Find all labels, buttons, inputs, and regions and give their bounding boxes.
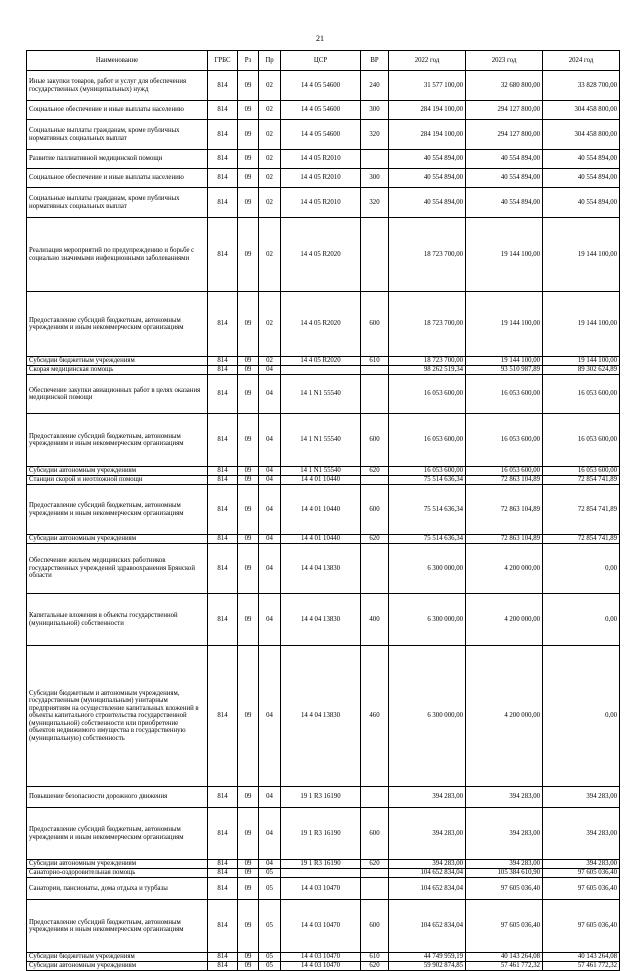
table-row — [27, 900, 620, 953]
cell-name: Субсидии автономным учреждениям — [27, 467, 208, 476]
table-row — [27, 878, 620, 900]
cell-csr: 14 1 N1 55540 — [281, 414, 361, 467]
cell-rz: 09 — [238, 646, 259, 787]
table-row — [27, 467, 620, 476]
cell-grbs: 814 — [208, 485, 238, 535]
cell-pr: 04 — [259, 535, 281, 544]
header-csr: ЦСР — [281, 51, 361, 71]
cell-pr: 04 — [259, 544, 281, 594]
cell-2023: 32 680 800,00 — [466, 71, 543, 101]
cell-name: Предоставление субсидий бюджетным, автономным учреждениям и иным некоммерческим организациям — [27, 808, 208, 860]
cell-pr: 04 — [259, 375, 281, 414]
cell-name: Обеспечение закупки авиационных работ в целях оказания медицинской помощи — [27, 375, 208, 414]
cell-grbs: 814 — [208, 218, 238, 292]
cell-rz: 09 — [238, 808, 259, 860]
cell-rz: 09 — [238, 476, 259, 485]
cell-2024: 304 458 800,00 — [543, 101, 620, 120]
table-row — [27, 188, 620, 218]
cell-grbs: 814 — [208, 535, 238, 544]
cell-2023: 97 605 036,40 — [466, 900, 543, 953]
cell-vr — [361, 375, 389, 414]
cell-2022: 394 283,00 — [389, 808, 466, 860]
cell-vr: 600 — [361, 414, 389, 467]
cell-2022: 6 300 000,00 — [389, 646, 466, 787]
cell-grbs: 814 — [208, 869, 238, 878]
cell-grbs: 814 — [208, 357, 238, 366]
cell-2023: 16 053 600,00 — [466, 467, 543, 476]
cell-rz: 09 — [238, 962, 259, 971]
cell-2023: 93 510 987,89 — [466, 366, 543, 375]
cell-vr: 600 — [361, 292, 389, 357]
table-row — [27, 535, 620, 544]
cell-rz: 09 — [238, 544, 259, 594]
cell-2024: 19 144 100,00 — [543, 357, 620, 366]
cell-csr: 14 1 N1 55540 — [281, 375, 361, 414]
cell-name: Социальное обеспечение и иные выплаты населению — [27, 101, 208, 120]
header-2023: 2023 год — [466, 51, 543, 71]
cell-2022: 40 554 894,00 — [389, 169, 466, 188]
cell-grbs: 814 — [208, 787, 238, 808]
cell-rz: 09 — [238, 120, 259, 150]
header-name: Наименование — [27, 51, 208, 71]
cell-2024: 16 053 600,00 — [543, 375, 620, 414]
cell-csr: 14 4 03 10470 — [281, 962, 361, 971]
budget-table — [26, 50, 620, 971]
cell-name: Субсидии автономным учреждениям — [27, 962, 208, 971]
cell-2023: 394 283,00 — [466, 787, 543, 808]
cell-csr — [281, 869, 361, 878]
cell-vr — [361, 787, 389, 808]
cell-csr: 14 4 05 54600 — [281, 71, 361, 101]
cell-vr: 300 — [361, 169, 389, 188]
cell-2023: 4 200 000,00 — [466, 646, 543, 787]
cell-rz: 09 — [238, 787, 259, 808]
cell-pr: 04 — [259, 646, 281, 787]
table-row — [27, 375, 620, 414]
cell-rz: 09 — [238, 414, 259, 467]
cell-name: Обеспечение жильем медицинских работников государственных учреждений здравоохранения Брянской области — [27, 544, 208, 594]
table-row — [27, 71, 620, 101]
cell-vr — [361, 544, 389, 594]
cell-pr: 04 — [259, 467, 281, 476]
cell-pr: 02 — [259, 71, 281, 101]
cell-pr: 04 — [259, 366, 281, 375]
header-rz: Рз — [238, 51, 259, 71]
cell-2024: 72 854 741,89 — [543, 485, 620, 535]
cell-2024: 33 828 700,00 — [543, 71, 620, 101]
cell-2024: 0,00 — [543, 594, 620, 646]
cell-2024: 394 283,00 — [543, 860, 620, 869]
cell-csr: 14 4 03 10470 — [281, 878, 361, 900]
cell-2023: 394 283,00 — [466, 808, 543, 860]
cell-rz: 09 — [238, 878, 259, 900]
cell-vr: 600 — [361, 485, 389, 535]
cell-2023: 16 053 600,00 — [466, 414, 543, 467]
cell-csr: 14 4 05 R2020 — [281, 218, 361, 292]
cell-rz: 09 — [238, 292, 259, 357]
cell-2024: 40 554 894,00 — [543, 150, 620, 169]
cell-name: Социальные выплаты гражданам, кроме публичных нормативных социальных выплат — [27, 120, 208, 150]
header-2022: 2022 год — [389, 51, 466, 71]
cell-vr: 620 — [361, 535, 389, 544]
cell-vr: 320 — [361, 120, 389, 150]
cell-2024: 72 854 741,89 — [543, 535, 620, 544]
cell-name: Предоставление субсидий бюджетным, автономным учреждениям и иным некоммерческим организациям — [27, 292, 208, 357]
cell-grbs: 814 — [208, 594, 238, 646]
cell-vr: 320 — [361, 188, 389, 218]
cell-vr: 610 — [361, 953, 389, 962]
cell-vr — [361, 869, 389, 878]
cell-grbs: 814 — [208, 375, 238, 414]
cell-vr — [361, 150, 389, 169]
cell-pr: 05 — [259, 900, 281, 953]
cell-2024: 19 144 100,00 — [543, 292, 620, 357]
cell-pr: 05 — [259, 869, 281, 878]
cell-name: Развитие паллиативной медицинской помощи — [27, 150, 208, 169]
header-vr: ВР — [361, 51, 389, 71]
cell-2023: 72 863 104,89 — [466, 485, 543, 535]
cell-2023: 19 144 100,00 — [466, 357, 543, 366]
cell-pr: 02 — [259, 150, 281, 169]
cell-pr: 02 — [259, 188, 281, 218]
cell-vr: 610 — [361, 357, 389, 366]
cell-rz: 09 — [238, 900, 259, 953]
cell-2022: 18 723 700,00 — [389, 292, 466, 357]
cell-name: Предоставление субсидий бюджетным, автономным учреждениям и иным некоммерческим организациям — [27, 900, 208, 953]
cell-2023: 57 461 772,32 — [466, 962, 543, 971]
table-row — [27, 120, 620, 150]
cell-grbs: 814 — [208, 476, 238, 485]
cell-rz: 09 — [238, 366, 259, 375]
cell-vr: 600 — [361, 808, 389, 860]
cell-name: Социальные выплаты гражданам, кроме публичных нормативных социальных выплат — [27, 188, 208, 218]
page-number: 21 — [316, 34, 324, 43]
cell-name: Санатории, пансионаты, дома отдыха и турбазы — [27, 878, 208, 900]
cell-2022: 284 194 100,00 — [389, 101, 466, 120]
cell-2023: 72 863 104,89 — [466, 476, 543, 485]
cell-2022: 40 554 894,00 — [389, 188, 466, 218]
cell-pr: 02 — [259, 292, 281, 357]
cell-name: Субсидии бюджетным учреждениям — [27, 953, 208, 962]
cell-csr: 14 4 01 10440 — [281, 535, 361, 544]
cell-grbs: 814 — [208, 900, 238, 953]
cell-name: Реализация мероприятий по предупреждению и борьбе с социально значимыми инфекционными заболеваниями — [27, 218, 208, 292]
table-row — [27, 485, 620, 535]
cell-2024: 72 854 741,89 — [543, 476, 620, 485]
table-row — [27, 953, 620, 962]
cell-name: Социальное обеспечение и иные выплаты населению — [27, 169, 208, 188]
cell-2024: 57 461 772,32 — [543, 962, 620, 971]
cell-grbs: 814 — [208, 101, 238, 120]
cell-2022: 6 300 000,00 — [389, 594, 466, 646]
cell-vr — [361, 366, 389, 375]
cell-rz: 09 — [238, 467, 259, 476]
cell-pr: 04 — [259, 485, 281, 535]
cell-2022: 40 554 894,00 — [389, 150, 466, 169]
table-row — [27, 646, 620, 787]
cell-csr: 14 4 05 R2010 — [281, 169, 361, 188]
cell-2024: 16 053 600,00 — [543, 414, 620, 467]
cell-rz: 09 — [238, 101, 259, 120]
cell-pr: 04 — [259, 476, 281, 485]
table-row — [27, 787, 620, 808]
table-row — [27, 292, 620, 357]
table-row — [27, 169, 620, 188]
cell-csr: 14 4 05 54600 — [281, 101, 361, 120]
cell-grbs: 814 — [208, 71, 238, 101]
cell-2023: 105 384 610,90 — [466, 869, 543, 878]
cell-2022: 31 577 100,00 — [389, 71, 466, 101]
cell-2023: 4 200 000,00 — [466, 544, 543, 594]
cell-name: Повышение безопасности дорожного движения — [27, 787, 208, 808]
cell-grbs: 814 — [208, 808, 238, 860]
cell-csr: 19 1 R3 16190 — [281, 808, 361, 860]
cell-vr: 460 — [361, 646, 389, 787]
cell-rz: 09 — [238, 71, 259, 101]
cell-2023: 4 200 000,00 — [466, 594, 543, 646]
cell-rz: 09 — [238, 150, 259, 169]
cell-name: Субсидии автономным учреждениям — [27, 860, 208, 869]
table-row — [27, 414, 620, 467]
header-pr: Пр — [259, 51, 281, 71]
cell-csr: 14 4 05 54600 — [281, 120, 361, 150]
cell-pr: 04 — [259, 808, 281, 860]
cell-name: Капитальные вложения в объекты государственной (муниципальной) собственности — [27, 594, 208, 646]
cell-csr: 19 1 R3 16190 — [281, 860, 361, 869]
cell-name: Скорая медицинская помощь — [27, 366, 208, 375]
table-row — [27, 808, 620, 860]
table-body — [27, 71, 620, 971]
cell-2023: 394 283,00 — [466, 860, 543, 869]
cell-grbs: 814 — [208, 188, 238, 218]
cell-pr: 02 — [259, 101, 281, 120]
cell-2024: 0,00 — [543, 646, 620, 787]
cell-csr: 14 4 03 10470 — [281, 953, 361, 962]
cell-2022: 44 749 959,19 — [389, 953, 466, 962]
cell-2024: 16 053 600,00 — [543, 467, 620, 476]
cell-pr: 04 — [259, 414, 281, 467]
cell-csr — [281, 366, 361, 375]
cell-vr — [361, 218, 389, 292]
cell-2023: 19 144 100,00 — [466, 292, 543, 357]
cell-2022: 284 194 100,00 — [389, 120, 466, 150]
cell-grbs: 814 — [208, 467, 238, 476]
cell-2024: 394 283,00 — [543, 787, 620, 808]
cell-pr: 02 — [259, 357, 281, 366]
cell-2022: 394 283,00 — [389, 860, 466, 869]
cell-2023: 97 605 036,40 — [466, 878, 543, 900]
cell-pr: 04 — [259, 594, 281, 646]
cell-2024: 19 144 100,00 — [543, 218, 620, 292]
cell-2022: 98 262 519,34 — [389, 366, 466, 375]
cell-rz: 09 — [238, 485, 259, 535]
cell-2024: 304 458 800,00 — [543, 120, 620, 150]
cell-2024: 97 605 036,40 — [543, 900, 620, 953]
cell-2022: 104 652 834,04 — [389, 878, 466, 900]
cell-2022: 18 723 700,00 — [389, 357, 466, 366]
cell-2022: 6 300 000,00 — [389, 544, 466, 594]
cell-pr: 02 — [259, 120, 281, 150]
cell-pr: 04 — [259, 860, 281, 869]
cell-grbs: 814 — [208, 544, 238, 594]
cell-2023: 40 554 894,00 — [466, 169, 543, 188]
cell-2024: 89 302 624,89 — [543, 366, 620, 375]
cell-2022: 16 053 600,00 — [389, 467, 466, 476]
cell-2022: 16 053 600,00 — [389, 375, 466, 414]
cell-grbs: 814 — [208, 953, 238, 962]
cell-csr: 14 4 05 R2020 — [281, 357, 361, 366]
cell-pr: 05 — [259, 962, 281, 971]
cell-csr: 14 4 01 10440 — [281, 485, 361, 535]
cell-grbs: 814 — [208, 646, 238, 787]
cell-pr: 02 — [259, 169, 281, 188]
cell-2022: 75 514 636,34 — [389, 485, 466, 535]
cell-2023: 19 144 100,00 — [466, 218, 543, 292]
cell-2022: 18 723 700,00 — [389, 218, 466, 292]
table-row — [27, 476, 620, 485]
cell-vr: 240 — [361, 71, 389, 101]
cell-rz: 09 — [238, 535, 259, 544]
cell-2023: 294 127 800,00 — [466, 101, 543, 120]
cell-rz: 09 — [238, 375, 259, 414]
cell-csr: 14 4 05 R2010 — [281, 188, 361, 218]
cell-pr: 05 — [259, 953, 281, 962]
cell-2023: 40 554 894,00 — [466, 150, 543, 169]
cell-2024: 40 143 264,08 — [543, 953, 620, 962]
table-row — [27, 366, 620, 375]
cell-rz: 09 — [238, 357, 259, 366]
cell-grbs: 814 — [208, 120, 238, 150]
cell-csr: 14 1 N1 55540 — [281, 467, 361, 476]
cell-rz: 09 — [238, 869, 259, 878]
header-grbs: ГРБС — [208, 51, 238, 71]
cell-2024: 97 605 036,40 — [543, 869, 620, 878]
cell-pr: 02 — [259, 218, 281, 292]
cell-grbs: 814 — [208, 150, 238, 169]
cell-rz: 09 — [238, 218, 259, 292]
cell-2023: 16 053 600,00 — [466, 375, 543, 414]
cell-grbs: 814 — [208, 962, 238, 971]
cell-vr: 620 — [361, 467, 389, 476]
cell-2024: 0,00 — [543, 544, 620, 594]
cell-csr: 14 4 04 13830 — [281, 646, 361, 787]
cell-grbs: 814 — [208, 366, 238, 375]
cell-grbs: 814 — [208, 878, 238, 900]
cell-2022: 75 514 636,34 — [389, 476, 466, 485]
table-row — [27, 962, 620, 971]
cell-2022: 16 053 600,00 — [389, 414, 466, 467]
cell-2024: 97 605 036,40 — [543, 878, 620, 900]
cell-csr: 14 4 04 13830 — [281, 544, 361, 594]
cell-csr: 19 1 R3 16190 — [281, 787, 361, 808]
cell-grbs: 814 — [208, 414, 238, 467]
cell-pr: 05 — [259, 878, 281, 900]
cell-2022: 59 902 874,85 — [389, 962, 466, 971]
cell-csr: 14 4 04 13830 — [281, 594, 361, 646]
cell-pr: 04 — [259, 787, 281, 808]
cell-grbs: 814 — [208, 292, 238, 357]
cell-name: Субсидии бюджетным учреждениям — [27, 357, 208, 366]
cell-name: Предоставление субсидий бюджетным, автономным учреждениям и иным некоммерческим организациям — [27, 414, 208, 467]
cell-grbs: 814 — [208, 169, 238, 188]
cell-2024: 40 554 894,00 — [543, 188, 620, 218]
cell-rz: 09 — [238, 953, 259, 962]
header-2024: 2024 год — [543, 51, 620, 71]
cell-name: Предоставление субсидий бюджетным, автономным учреждениям и иным некоммерческим организациям — [27, 485, 208, 535]
cell-2022: 104 652 834,04 — [389, 900, 466, 953]
cell-vr: 600 — [361, 900, 389, 953]
cell-vr: 400 — [361, 594, 389, 646]
cell-grbs: 814 — [208, 860, 238, 869]
cell-2023: 294 127 800,00 — [466, 120, 543, 150]
cell-vr: 620 — [361, 860, 389, 869]
cell-2022: 394 283,00 — [389, 787, 466, 808]
cell-name: Санаторно-оздоровительная помощь — [27, 869, 208, 878]
table-row — [27, 860, 620, 869]
table-row — [27, 218, 620, 292]
cell-2024: 394 283,00 — [543, 808, 620, 860]
cell-2022: 104 652 834,04 — [389, 869, 466, 878]
header-row — [27, 51, 620, 71]
cell-rz: 09 — [238, 169, 259, 188]
cell-csr: 14 4 05 R2010 — [281, 150, 361, 169]
cell-vr: 620 — [361, 962, 389, 971]
table-row — [27, 544, 620, 594]
cell-name: Субсидии бюджетным и автономным учреждениям, государственным (муниципальным) унитарным предприятиям на осуществление капитальных вложений в объекты капитального строительства государственной (муниципальной) собственности или приобретение объектов недвижимого имущества в государственную (муниципальную) собственность — [27, 646, 208, 787]
cell-rz: 09 — [238, 860, 259, 869]
cell-csr: 14 4 03 10470 — [281, 900, 361, 953]
cell-name: Иные закупки товаров, работ и услуг для обеспечения государственных (муниципальных) нужд — [27, 71, 208, 101]
cell-rz: 09 — [238, 594, 259, 646]
cell-vr — [361, 476, 389, 485]
cell-2023: 40 554 894,00 — [466, 188, 543, 218]
cell-2023: 72 863 104,89 — [466, 535, 543, 544]
cell-vr — [361, 878, 389, 900]
table-row — [27, 357, 620, 366]
cell-2023: 40 143 264,08 — [466, 953, 543, 962]
cell-csr: 14 4 05 R2020 — [281, 292, 361, 357]
table-row — [27, 150, 620, 169]
cell-2024: 40 554 894,00 — [543, 169, 620, 188]
cell-name: Станции скорой и неотложной помощи — [27, 476, 208, 485]
cell-vr: 300 — [361, 101, 389, 120]
cell-csr: 14 4 01 10440 — [281, 476, 361, 485]
cell-2022: 75 514 636,34 — [389, 535, 466, 544]
table-row — [27, 101, 620, 120]
cell-rz: 09 — [238, 188, 259, 218]
table-row — [27, 594, 620, 646]
cell-name: Субсидии автономным учреждениям — [27, 535, 208, 544]
table-row — [27, 869, 620, 878]
